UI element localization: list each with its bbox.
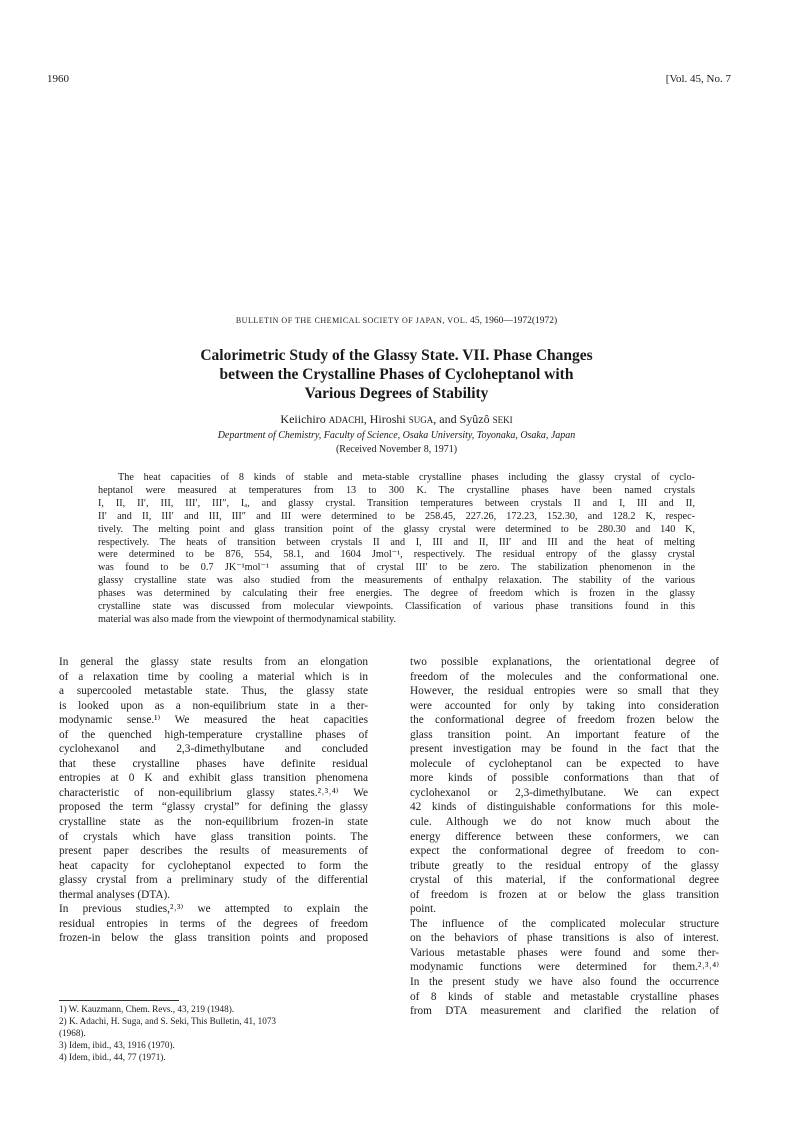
footnotes [59, 1003, 379, 1063]
authors [0, 412, 793, 427]
abstract-line: glassy crystalline state was also studied from the measurements of enthalpy relaxation. The stability of the various [98, 575, 695, 587]
body-right-column [410, 655, 719, 1019]
body-line: proposed the term “glassy crystal” for defining the glassy [59, 801, 368, 814]
author-separator: , [363, 412, 370, 426]
abstract-line: was found to be 0.7 JK⁻¹mol⁻¹ assuming that of crystal III′ to be zero. The stabilization phenomenon in the [98, 562, 695, 574]
body-line: of freedom is frozen at or below the glass transition [410, 888, 719, 901]
body-line: that these crystalline phases have definite residual [59, 757, 368, 770]
body-line: a supercooled metastable state. Thus, the glassy state [59, 685, 368, 698]
body-line: present investigation may be found in the fact that the [410, 743, 719, 756]
author-separator: , and [433, 412, 460, 426]
abstract-line: heptanol were measured at temperatures from 13 to 300 K. The crystalline phases have been named crystals [98, 484, 695, 496]
author-last: ADACHI [328, 415, 364, 425]
body-line: thermal analyses (DTA). [59, 888, 171, 901]
body-line: is looked upon as a non-equilibrium state in a ther- [59, 699, 368, 712]
footnote: (1968). [59, 1028, 86, 1038]
body-line: from DTA measurement and clarified the relation of [410, 1005, 719, 1018]
body-line: of 8 kinds of stable and metastable crystalline phases [410, 990, 719, 1003]
abstract-line: II′ and II, III′ and III, III″ and III were determined to be 258.45, 227.26, 172.23, 152.30, and 128.2 K, respec- [98, 510, 695, 522]
body-line: residual entropies in terms of the degrees of freedom [59, 917, 368, 930]
body-line: glassy crystal from a preliminary study of the differential [59, 874, 368, 887]
abstract-line: The heat capacities of 8 kinds of stable and meta-stable crystalline phases including the glassy crystal of cyclo- [118, 472, 695, 483]
author-first: Syûzô [459, 412, 493, 426]
footnote: 2) K. Adachi, H. Suga, and S. Seki, This Bulletin, 41, 1073 [59, 1016, 277, 1026]
body-line: more kinds of possible conformations than that of [410, 772, 719, 785]
paper-title [80, 346, 713, 403]
body-line: cyclohexanol or 2,3-dimethylbutane. We can expect [410, 786, 719, 799]
footnote: 3) Idem, ibid., 43, 1916 (1970). [59, 1040, 175, 1050]
page-number: 1960 [47, 73, 69, 85]
author-first: Keiichiro [280, 412, 329, 426]
title-line: Calorimetric Study of the Glassy State. VII. Phase Changes [200, 347, 593, 364]
body-line: frozen-in below the glass transition points and proposed [59, 932, 368, 945]
journal-volume-pages: 45, 1960—1972(1972) [467, 316, 558, 326]
body-line: In general the glassy state results from an elongation [59, 656, 368, 668]
body-line: heat capacity for cycloheptanol expected to form the [59, 859, 368, 872]
body-line: two possible explanations, the orientational degree of [410, 656, 719, 668]
body-line: expect the conformational degree of freedom to con- [410, 845, 719, 858]
body-line: molecule of cycloheptanol can be expected to have [410, 757, 719, 770]
abstract-line: crystalline state was discussed from molecular viewpoints. Classification of various phase transitions found in this [98, 601, 695, 613]
footnote-rule [59, 1000, 179, 1001]
body-line: of a relaxation time by cooling a material which is in [59, 670, 368, 683]
received-date: (Received November 8, 1971) [335, 444, 458, 455]
body-line: However, the residual entropies were so small that they [410, 685, 719, 698]
body-line: modynamic sense.¹⁾ We measured the heat capacities [59, 714, 368, 727]
body-line: crystal of this material, if the conformational degree [410, 874, 719, 887]
body-line: cyclohexanol and 2,3-dimethylbutane and concluded [59, 743, 368, 756]
body-line: Various metastable phases were found and some ther- [410, 946, 719, 959]
body-line: on the behaviors of phase transitions is also of interest. [410, 932, 719, 945]
abstract-line: tively. The melting point and glass transition point of the glassy crystal were determined to be 280.30 and 140 K, [98, 523, 695, 535]
author-first: Hiroshi [369, 412, 409, 426]
author-last: SUGA [408, 415, 434, 425]
affiliation: Department of Chemistry, Faculty of Science, Osaka University, Toyonaka, Osaka, Japan [217, 430, 576, 441]
title-line: Various Degrees of Stability [304, 385, 489, 402]
body-line: glass transition point. An important feature of the [410, 728, 719, 741]
abstract-line: phases was determined by calculating their free energies. The degree of freedom which is frozen in the glassy [98, 588, 695, 600]
body-line: The influence of the complicated molecular structure [410, 917, 719, 930]
journal-line [0, 316, 793, 326]
abstract-line: I, II, II′, III, III′, III″, Iₐ, and glassy crystal. Transition temperatures between crystals II and I, III and II, [98, 497, 695, 509]
body-line: energy difference between these conformers, we can [410, 830, 719, 843]
body-line: 42 kinds of distinguishable conformations for this mole- [410, 801, 719, 814]
body-line: characteristic of non-equilibrium glassy states.²˒³˒⁴⁾ We [59, 786, 368, 799]
body-line: cule. Although we do not know much about the [410, 816, 719, 829]
body-line: were accounted for only by taking into consideration [410, 699, 719, 712]
abstract [98, 472, 695, 627]
author-last: SEKI [492, 415, 513, 425]
body-line: freedom of the molecules and the conformational one. [410, 670, 719, 683]
body-line: In previous studies,²˒³⁾ we attempted to explain the [59, 903, 368, 916]
title-line: between the Crystalline Phases of Cycloheptanol with [219, 366, 574, 383]
footnote: 1) W. Kauzmann, Chem. Revs., 43, 219 (1948). [59, 1004, 235, 1014]
footnote: 4) Idem, ibid., 44, 77 (1971). [59, 1052, 166, 1062]
body-line: present paper describes the results of measurements of [59, 845, 368, 858]
abstract-line: material was also made from the viewpoint of thermodynamical stability. [98, 613, 397, 625]
body-line: of crystals which have glass transition points. The [59, 830, 368, 843]
abstract-line: respectively. The heats of transition between crystals II and I, III and II, III′ and III and the heat of melting [98, 536, 695, 548]
journal-name: BULLETIN OF THE CHEMICAL SOCIETY OF JAPAN, VOL. [235, 316, 468, 325]
body-line: point. [410, 903, 437, 916]
body-left-column [59, 655, 368, 946]
body-line: modynamic functions were determined for them.²˒³˒⁴⁾ [410, 961, 719, 974]
abstract-line: were determined to be 876, 554, 58.1, and 1604 Jmol⁻¹, respectively. The residual entropy of the glassy crystal [98, 549, 695, 561]
body-line: of the quenched high-temperature crystalline phases of [59, 728, 368, 741]
body-line: the conformational degree of freedom frozen below the [410, 714, 719, 727]
body-line: crystalline state as the non-equilibrium frozen-in state [59, 816, 368, 829]
volume-header: [Vol. 45, No. 7 [665, 73, 731, 85]
body-line: tribute greatly to the residual entropy of the glassy [410, 859, 719, 872]
body-line: entropies at 0 K and exhibit glass transition phenomena [59, 772, 368, 785]
body-line: In the present study we have also found the occurrence [410, 976, 719, 989]
